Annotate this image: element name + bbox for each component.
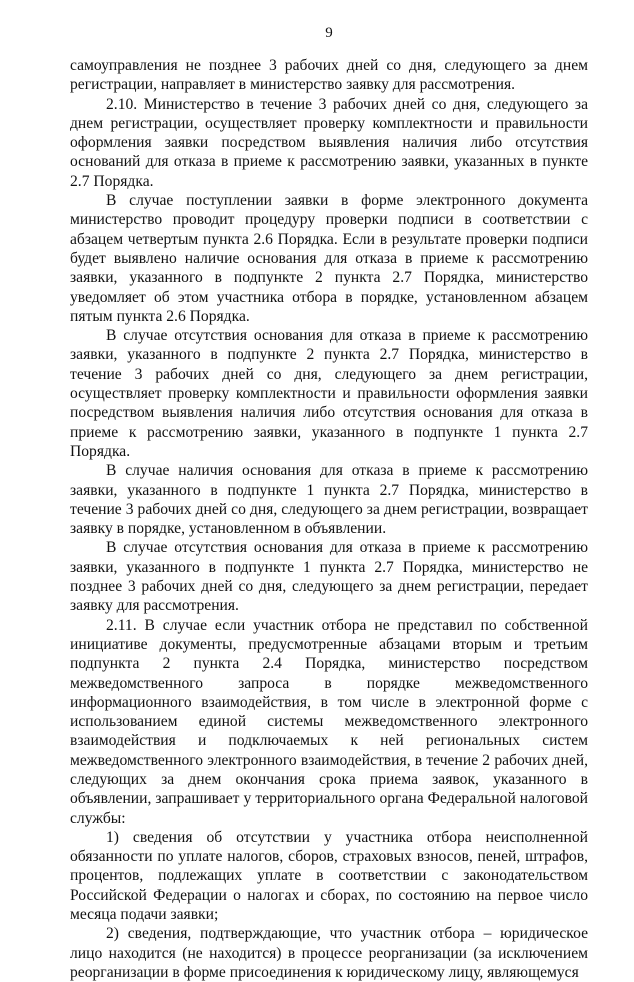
document-page (70, 24, 588, 982)
paragraph-continuation: самоуправления не позднее 3 рабочих дней со дня, следующего за днем регистрации, направляет в министерство заявку для рассмотрения. (70, 57, 588, 94)
paragraph-basis-subpoint-1: В случае наличия основания для отказа в приеме к рассмотрению заявки, указанного в подпункте 1 пункта 2.7 Порядка, министерство в течение 3 рабочих дней со дня, следующего за днем регистрации, возвращает заявку в порядке, установленном в объявлении. (70, 462, 588, 538)
page-number: 9 (325, 25, 333, 41)
paragraph-2-10: 2.10. Министерство в течение 3 рабочих дней со дня, следующего за днем регистрации, осуществляет проверку комплектности и правильности оформления заявки посредством выявления наличия либо отсутствия оснований для отказа в приеме к рассмотрению заявки, указанных в пункте 2.7 Порядка. (70, 95, 588, 190)
paragraph-electronic-document: В случае поступлении заявки в форме электронного документа министерство проводит процедуру проверки подписи в соответствии с абзацем четвертым пункта 2.6 Порядка. Если в результате проверки подписи будет выявлено наличие основания для отказа в приеме к рассмотрению заявки, указанного в подпункте 2 пункта 2.7 Порядка, министерство уведомляет об этом участника отбора в порядке, установленном абзацем пятым пункта 2.6 Порядка. (70, 192, 588, 325)
list-item-1: 1) сведения об отсутствии у участника отбора неисполненной обязанности по уплате налогов, сборов, страховых взносов, пеней, штрафов, процентов, подлежащих уплате в соответствии с законодательством Российской Федерации о налогах и сборах, по состоянию на первое число месяца подачи заявки; (70, 828, 588, 924)
list-item-2: 2) сведения, подтверждающие, что участник отбора – юридическое лицо находится (не находится) в процессе реорганизации (за исключением реорганизации в форме присоединения к юридическому лицу, являющемуся (70, 925, 588, 981)
paragraph-no-basis-subpoint-1: В случае отсутствия основания для отказа в приеме к рассмотрению заявки, указанного в подпункте 1 пункта 2.7 Порядка, министерство не позднее 3 рабочих дней со дня, следующего за днем регистрации, передает заявку для рассмотрения. (70, 539, 588, 615)
paragraph-no-basis-subpoint-2: В случае отсутствия основания для отказа в приеме к рассмотрению заявки, указанного в подпункте 2 пункта 2.7 Порядка, министерство в течение 3 рабочих дней со дня, следующего за днем регистрации, осуществляет проверку комплектности и правильности оформления заявки посредством выявления наличия либо отсутствия основания для отказа в приеме к рассмотрению заявки, указанного в подпункте 1 пункта 2.7 Порядка. (70, 327, 588, 460)
paragraph-2-11: 2.11. В случае если участник отбора не представил по собственной инициативе документы, предусмотренные абзацами вторым и третьим подпункта 2 пункта 2.4 Порядка, министерство посредством межведомственного запроса в порядке межведомственного информационного взаимодействия, в том числе в электронной форме с использованием единой системы межведомственного электронного взаимодействия и подключаемых к ней региональных систем межведомственного электронного взаимодействия, в течение 2 рабочих дней, следующих за днем окончания срока приема заявок, указанного в объявлении, запрашивает у территориального органа Федеральной налоговой службы: (70, 616, 588, 827)
